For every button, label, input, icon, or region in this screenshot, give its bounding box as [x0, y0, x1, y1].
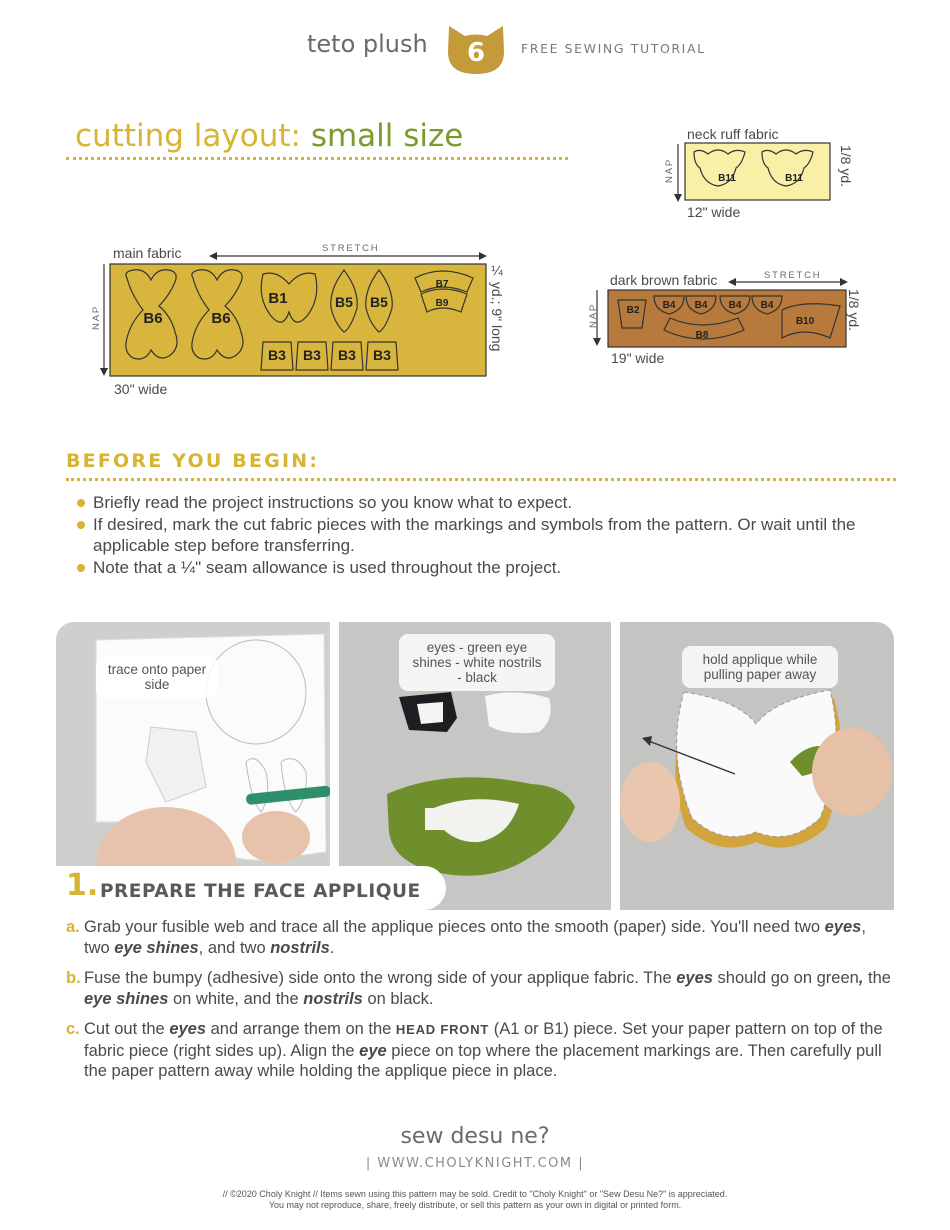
- piece-b3-a: B3: [268, 347, 286, 363]
- bullet-text: If desired, mark the cut fabric pieces with the markings and symbols from the pattern. Or wait until the applicable step before transferring.: [93, 514, 856, 555]
- step-letter: b.: [66, 969, 81, 987]
- piece-b3-b: B3: [303, 347, 321, 363]
- neck-ruff-label: neck ruff fabric: [687, 126, 779, 142]
- piece-b7: B7: [435, 279, 449, 290]
- title-part1: cutting layout:: [75, 118, 301, 154]
- step-text: Cut out the eyes and arrange them on the HEAD FRONT (A1 or B1) piece. Set your paper pattern on top of the fabric piece (right sides up). Align the eye piece on top where the placement markings are. Then carefully pull the paper pattern away while holding the applique piece in place.: [84, 1020, 883, 1080]
- dark-brown-width: 19" wide: [611, 350, 665, 366]
- step-text: Fuse the bumpy (adhesive) side onto the wrong side of your applique fabric. The eyes should go on green, the eye shines on white, and the nostrils on black.: [84, 969, 891, 1008]
- step-item-a: [66, 917, 896, 958]
- header-title: teto plush: [307, 30, 428, 58]
- piece-b4-c: B4: [728, 300, 742, 311]
- piece-b5-a: B5: [335, 294, 353, 310]
- list-item: [75, 557, 875, 579]
- before-you-begin-divider: [66, 478, 896, 481]
- dark-brown-label: dark brown fabric: [610, 272, 718, 288]
- step-list: [66, 917, 896, 1092]
- piece-b4-a: B4: [662, 300, 676, 311]
- cutting-layout-title: [75, 118, 463, 154]
- neck-ruff-width: 12" wide: [687, 204, 741, 220]
- before-you-begin-heading: BEFORE YOU BEGIN:: [66, 450, 320, 472]
- header-subtitle: FREE SEWING TUTORIAL: [521, 41, 706, 56]
- piece-b5-b: B5: [370, 294, 388, 310]
- copyright-line-1: // ©2020 Choly Knight // Items sewn using this pattern may be sold. Credit to "Choly Knight" or "Sew Desu Ne?" is appreciated.: [222, 1189, 728, 1199]
- photo-pull-paper: [620, 622, 894, 910]
- photo-caption: hold applique while pulling paper away: [682, 646, 838, 688]
- main-fabric-stretch: STRETCH: [322, 243, 380, 254]
- main-fabric-diagram: [95, 250, 495, 380]
- copyright-line-2: You may not reproduce, share, freely distribute, or sell this pattern as your own in digital or printed form.: [268, 1199, 682, 1210]
- title-divider: [66, 157, 568, 160]
- bullet-icon: [77, 521, 85, 529]
- step-item-c: [66, 1019, 896, 1082]
- title-part2: small size: [310, 118, 464, 154]
- bullet-text: Briefly read the project instructions so you know what to expect.: [93, 493, 573, 512]
- main-fabric-length: ¼ yd.; 9" long: [489, 262, 505, 352]
- step-number: 1.: [66, 868, 99, 903]
- step-letter: a.: [66, 918, 80, 936]
- piece-b3-d: B3: [373, 347, 391, 363]
- footer-url-link[interactable]: | WWW.CHOLYKNIGHT.COM |: [365, 1156, 585, 1171]
- main-fabric-rect: [110, 264, 486, 376]
- list-item: [75, 514, 875, 557]
- main-fabric-nap: NAP: [91, 305, 102, 330]
- piece-b4-b: B4: [694, 300, 708, 311]
- photo-caption: eyes - green eye shines - white nostrils - black: [399, 634, 555, 691]
- dark-brown-diagram: [590, 276, 852, 350]
- piece-b6-b: B6: [211, 310, 231, 327]
- neck-ruff-fabric-rect: [685, 143, 830, 200]
- piece-b9: B9: [435, 298, 449, 309]
- dark-brown-length: 1/8 yd.: [846, 289, 862, 332]
- piece-b11-b: B11: [785, 173, 803, 184]
- piece-b3-c: B3: [338, 347, 356, 363]
- step-text: Grab your fusible web and trace all the applique pieces onto the smooth (paper) side. You'll need two eyes, two eye shines, and two nostrils.: [84, 918, 866, 957]
- bullet-icon: [77, 564, 85, 572]
- step-item-b: [66, 968, 896, 1009]
- piece-b1: B1: [268, 290, 288, 307]
- before-you-begin-list: [75, 492, 875, 578]
- neck-ruff-nap: NAP: [664, 158, 675, 183]
- piece-b6-a: B6: [143, 310, 163, 327]
- piece-b2: B2: [626, 305, 640, 316]
- step-title: PREPARE THE FACE APPLIQUE: [100, 881, 421, 902]
- main-fabric-label: main fabric: [113, 245, 182, 261]
- main-fabric-width: 30" wide: [114, 381, 168, 397]
- bullet-icon: [77, 499, 85, 507]
- piece-b11-a: B11: [718, 173, 736, 184]
- bullet-text: Note that a ¼" seam allowance is used throughout the project.: [93, 557, 562, 577]
- dark-brown-nap: NAP: [588, 303, 599, 328]
- photo-caption: trace onto paper side: [96, 656, 218, 698]
- dark-brown-stretch: STRETCH: [764, 270, 822, 281]
- piece-b8: B8: [695, 330, 709, 341]
- footer-brand: sew desu ne?: [400, 1124, 550, 1149]
- piece-b10: B10: [795, 316, 815, 327]
- neck-ruff-length: 1/8 yd.: [838, 145, 854, 188]
- neck-ruff-diagram: [670, 140, 835, 205]
- footer-copyright: [0, 1189, 950, 1210]
- page-number: 6: [466, 38, 486, 68]
- piece-b4-d: B4: [760, 300, 774, 311]
- list-item: [75, 492, 875, 514]
- step-letter: c.: [66, 1020, 80, 1038]
